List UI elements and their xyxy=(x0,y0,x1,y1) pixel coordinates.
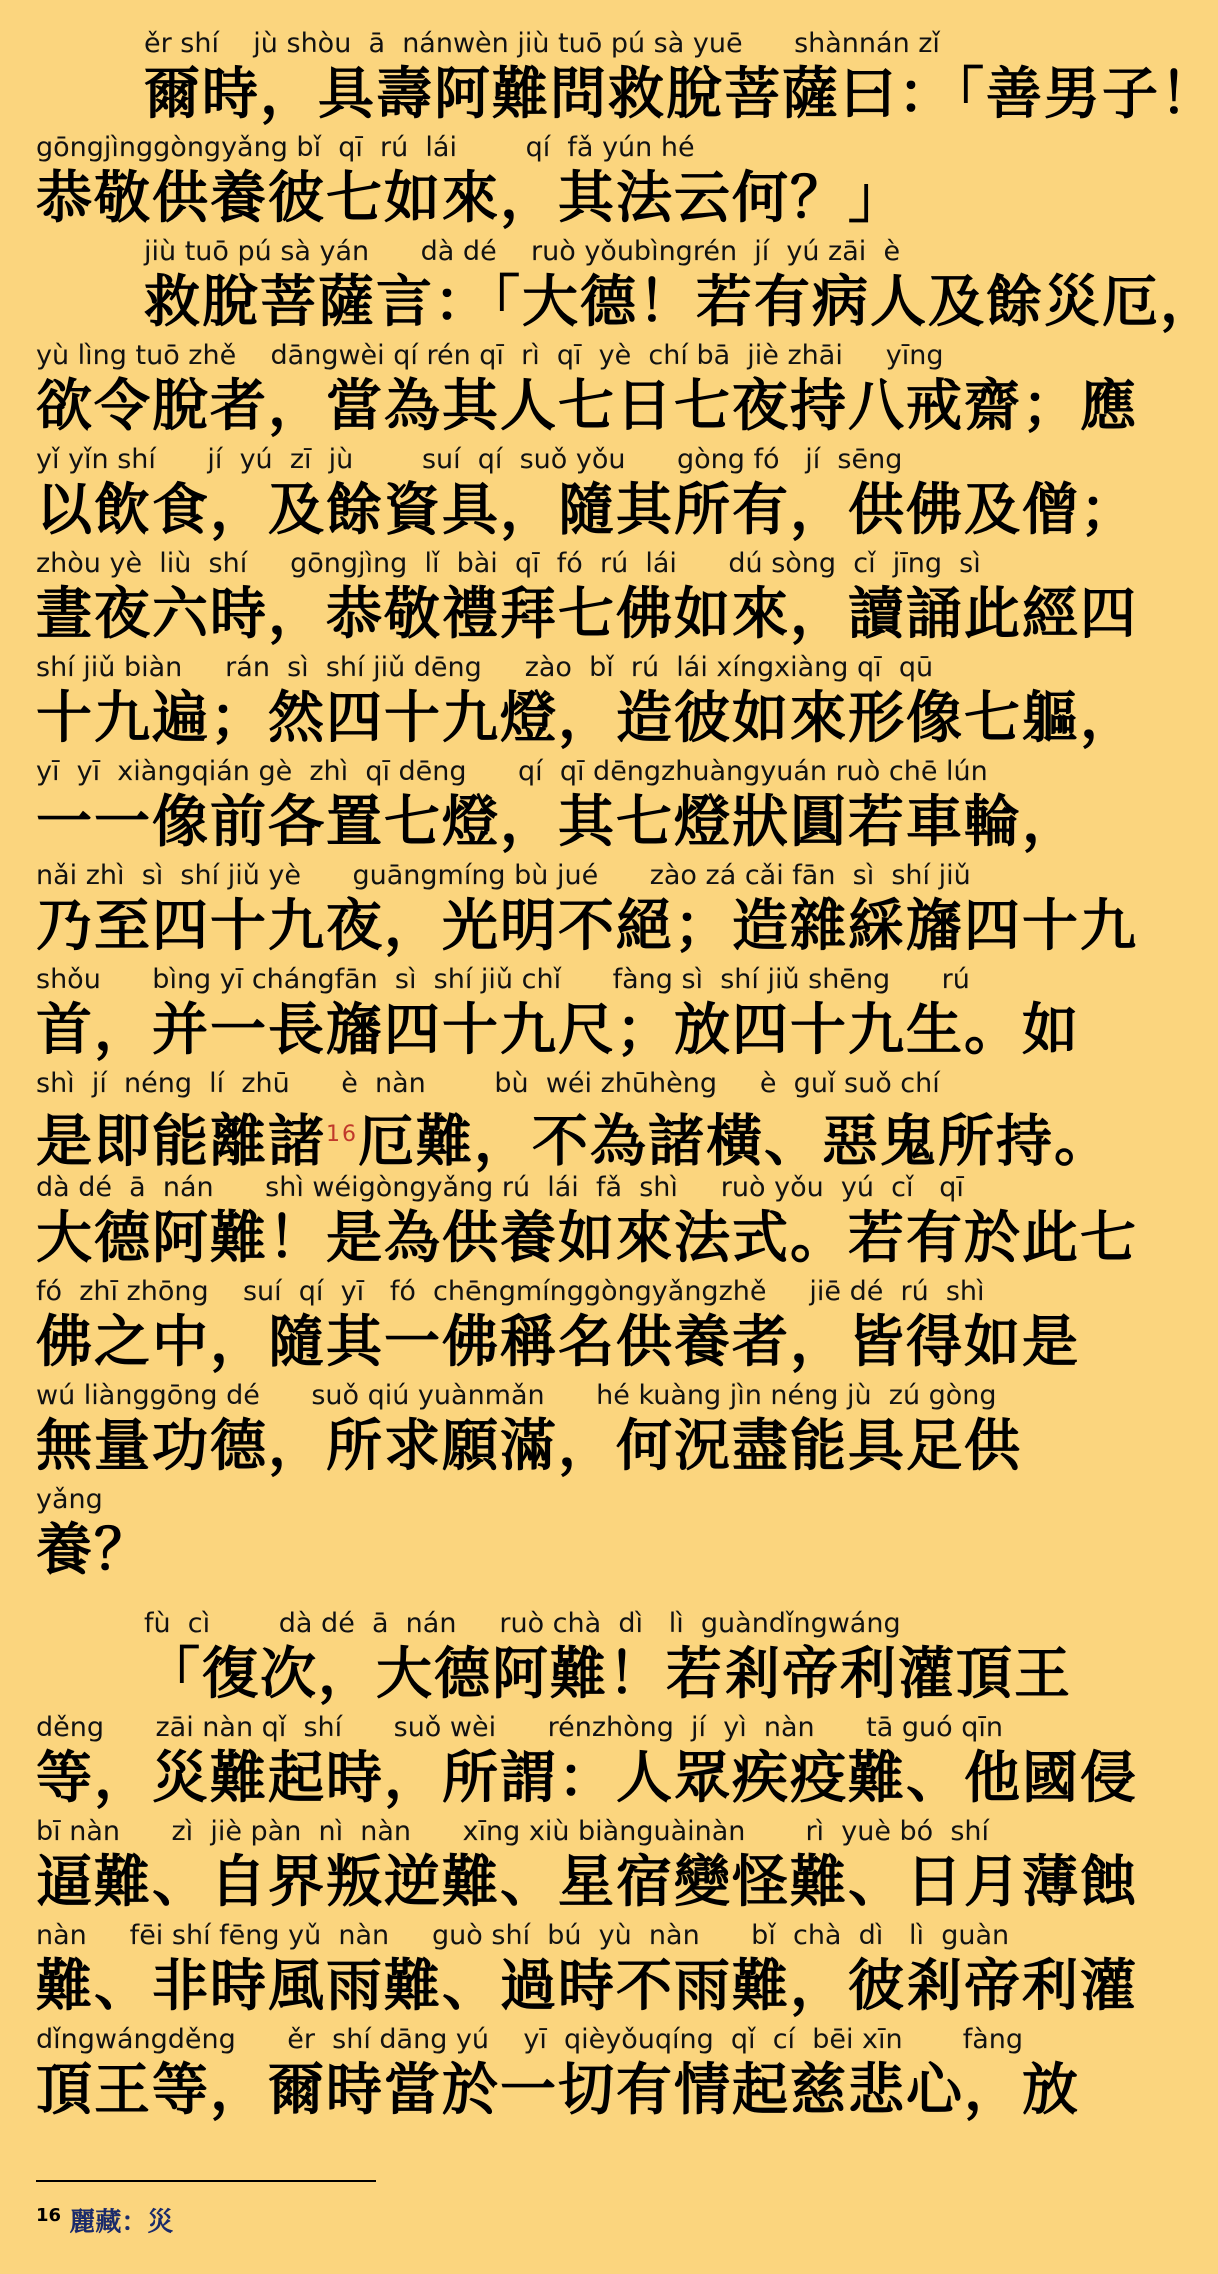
chinese-text: 佛之中，隨其一佛稱名供養者，皆得如是 xyxy=(36,1310,1080,1375)
text-line xyxy=(36,340,1138,444)
text-line xyxy=(36,1816,1138,1920)
text-line xyxy=(36,1276,1080,1380)
chinese-text: 養？ xyxy=(36,1518,152,1583)
pinyin: gōngjìnggòngyǎng bǐ qī rú lái qí fǎ yún hé xyxy=(36,132,695,163)
text-line xyxy=(36,1712,1138,1816)
text-line xyxy=(36,2024,1080,2128)
pinyin: yù lìng tuō zhě dāngwèi qí rén qī rì qī yè chí bā jiè zhāi yīng xyxy=(36,340,944,371)
pinyin: wú liànggōng dé suǒ qiú yuànmǎn hé kuàng jìn néng jù zú gòng xyxy=(36,1380,997,1411)
pinyin: fù cì dà dé ā nán ruò chà dì lì guàndǐngwáng xyxy=(144,1608,901,1639)
chinese-text: 晝夜六時，恭敬禮拜七佛如來，讀誦此經四 xyxy=(36,582,1138,647)
chinese-text: 首，并一長旛四十九尺；放四十九生。如 xyxy=(36,998,1080,1063)
text-line xyxy=(36,1380,1044,1484)
chinese-text-with-footnote: 是即能離諸$^{16}$厄難，不為諸橫、惡鬼所持。 xyxy=(36,1109,1112,1175)
pinyin: yǎng xyxy=(36,1484,103,1515)
text-line xyxy=(36,1920,1138,2024)
chinese-text: 以飲食，及餘資具，隨其所有，供佛及僧； xyxy=(36,478,1138,543)
chinese-text: 無量功德，所求願滿，何況盡能具足供 xyxy=(36,1414,1022,1479)
pinyin: jiù tuō pú sà yán dà dé ruò yǒubìngrén jí yú zāi è xyxy=(144,236,901,267)
text-line xyxy=(36,444,1138,548)
text-line xyxy=(36,1068,1112,1175)
text-line xyxy=(36,28,1218,132)
pinyin: nàn fēi shí fēng yǔ nàn guò shí bú yù nàn bǐ chà dì lì guàn xyxy=(36,1920,1010,1951)
chinese-text: 欲令脫者，當為其人七日七夜持八戒齋；應 xyxy=(36,374,1138,439)
pinyin: shí jiǔ biàn rán sì shí jiǔ dēng zào bǐ rú lái xíngxiàng qī qū xyxy=(36,652,934,683)
chinese-text: 難、非時風雨難、過時不雨難，彼剎帝利灌 xyxy=(36,1954,1138,2019)
text-line xyxy=(36,132,1044,236)
text-line xyxy=(36,1608,1072,1712)
pinyin: děng zāi nàn qǐ shí suǒ wèi rénzhòng jí yì nàn tā guó qīn xyxy=(36,1712,1003,1743)
text-line xyxy=(36,236,1218,340)
chinese-text: 十九遍；然四十九燈，造彼如來形像七軀， xyxy=(36,686,1138,751)
chinese-text: 恭敬供養彼七如來，其法云何？」 xyxy=(36,166,906,231)
pinyin: fó zhī zhōng suí qí yī fó chēngmínggòngyǎngzhě jiē dé rú shì xyxy=(36,1276,985,1307)
footnote-reference[interactable]: 16 xyxy=(326,1122,358,1147)
pinyin: shì jí néng lí zhū è nàn bù wéi zhūhèng è guǐ suǒ chí xyxy=(36,1068,940,1099)
pinyin: ěr shí jù shòu ā nánwèn jiù tuō pú sà yuē shànnán zǐ xyxy=(144,28,940,59)
footnote-number: 16 xyxy=(36,2205,62,2226)
chinese-text: 救脫菩薩言：「大德！若有病人及餘災厄， xyxy=(144,270,1218,335)
text-line xyxy=(36,1172,1138,1276)
pinyin: yǐ yǐn shí jí yú zī jù suí qí suǒ yǒu gòng fó jí sēng xyxy=(36,444,903,475)
paragraph-2 xyxy=(36,1608,1138,2128)
pinyin: bī nàn zì jiè pàn nì nàn xīng xiù biànguàinàn rì yuè bó shí xyxy=(36,1816,990,1847)
chinese-text: 頂王等，爾時當於一切有情起慈悲心，放 xyxy=(36,2058,1080,2123)
paragraph-1 xyxy=(36,28,1218,1588)
chinese-text: 大德阿難！是為供養如來法式。若有於此七 xyxy=(36,1206,1138,1271)
text-line xyxy=(36,652,1138,756)
chinese-text: 爾時，具壽阿難問救脫菩薩曰：「善男子！ xyxy=(144,62,1218,127)
footnote-text: 麗藏：災 xyxy=(69,2207,174,2238)
chinese-text: 一一像前各置七燈，其七燈狀圓若車輪， xyxy=(36,790,1080,855)
footnote xyxy=(36,2196,173,2236)
text-line xyxy=(36,548,1138,652)
text-line xyxy=(36,1484,1044,1588)
chinese-text: 等，災難起時，所謂：人眾疾疫難、他國侵 xyxy=(36,1746,1138,1811)
text-line xyxy=(36,756,1080,860)
chinese-text: 「復次，大德阿難！若剎帝利灌頂王 xyxy=(144,1642,1072,1707)
chinese-text: 逼難、自界叛逆難、星宿變怪難、日月薄蝕 xyxy=(36,1850,1138,1915)
pinyin: dǐngwángděng ěr shí dāng yú yī qièyǒuqíng qǐ cí bēi xīn fàng xyxy=(36,2024,1024,2055)
footnote-divider xyxy=(36,2180,376,2182)
pinyin: nǎi zhì sì shí jiǔ yè guāngmíng bù jué zào zá cǎi fān sì shí jiǔ xyxy=(36,860,971,891)
pinyin: yī yī xiàngqián gè zhì qī dēng qí qī dēngzhuàngyuán ruò chē lún xyxy=(36,756,988,787)
pinyin: dà dé ā nán shì wéigòngyǎng rú lái fǎ shì ruò yǒu yú cǐ qī xyxy=(36,1172,964,1203)
text-line xyxy=(36,860,1138,964)
chinese-text: 乃至四十九夜，光明不絕；造雜綵旛四十九 xyxy=(36,894,1138,959)
pinyin: zhòu yè liù shí gōngjìng lǐ bài qī fó rú lái dú sòng cǐ jīng sì xyxy=(36,548,981,579)
text-line xyxy=(36,964,1080,1068)
pinyin: shǒu bìng yī chángfān sì shí jiǔ chǐ fàng sì shí jiǔ shēng rú xyxy=(36,964,970,995)
